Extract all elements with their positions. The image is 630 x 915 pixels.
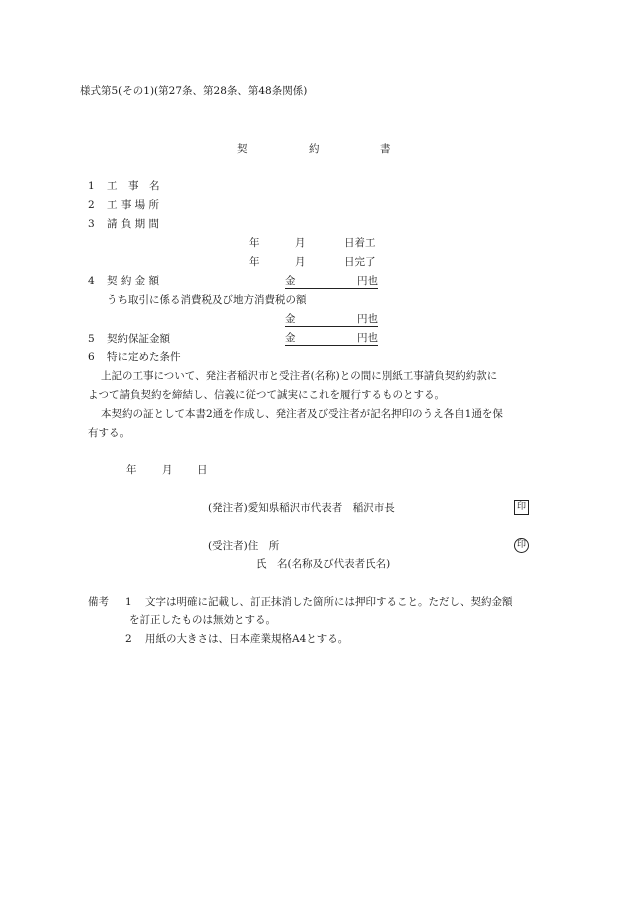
item-3-number: 3 [88,218,95,230]
contract-amount-kin: 金 [285,275,296,287]
item-1-label: 工 事 名 [107,180,160,192]
orderer-seal: 印 [514,500,529,515]
period-start-year: 年 [249,237,260,249]
date-day: 日 [197,464,208,476]
note-1-number: 1 [125,596,132,608]
contractor-address-label: (受注者)住 所 [208,540,280,552]
item-3-label: 請 負 期 間 [107,218,160,230]
item-6-number: 6 [88,351,95,363]
item-1-number: 1 [88,180,95,192]
period-end-month: 月 [295,256,306,268]
item-5-label: 契約保証金額 [107,333,170,345]
period-start-month: 月 [295,237,306,249]
notes-heading: 備考 [88,596,109,608]
note-1-line1: 文字は明確に記載し、訂正抹消した箇所には押印すること。ただし、契約金額 [145,596,513,608]
title-char-2: 約 [309,143,320,155]
contractor-seal: 印 [514,538,529,553]
note-1-line2: を訂正したものは無効とする。 [129,614,276,626]
tax-amount-yen: 円也 [357,313,378,325]
title-char-1: 契 [237,143,248,155]
body-para1-line2: よつて請負契約を締結し、信義に従つて誠実にこれを履行するものとする。 [88,389,445,401]
form-header: 様式第5(その1)(第27条、第28条、第48条関係) [80,85,308,97]
note-2-number: 2 [125,633,132,645]
guarantee-amount-kin: 金 [285,332,296,344]
note-2-line1: 用紙の大きさは、日本産業規格A4とする。 [145,633,349,645]
tax-amount-line [285,313,378,327]
date-year: 年 [126,464,137,476]
period-start-day: 日着工 [344,237,376,249]
tax-label: うち取引に係る消費税及び地方消費税の額 [107,294,307,306]
contract-amount-line [285,275,378,289]
item-4-label: 契 約 金 額 [107,275,160,287]
date-month: 月 [162,464,173,476]
item-5-number: 5 [88,333,95,345]
body-para2-line1: 本契約の証として本書2通を作成し、発注者及び受注者が記名押印のうえ各自1通を保 [101,408,503,420]
item-4-number: 4 [88,275,95,287]
tax-amount-kin: 金 [285,313,296,325]
title-char-3: 書 [380,143,391,155]
contract-amount-yen: 円也 [357,275,378,287]
item-2-label: 工 事 場 所 [107,199,160,211]
item-6-label: 特に定めた条件 [107,351,181,363]
orderer-label: (発注者)愛知県稲沢市代表者 稲沢市長 [208,502,395,514]
guarantee-amount-line [285,332,378,346]
item-2-number: 2 [88,199,95,211]
body-para1-line1: 上記の工事について、発注者稲沢市と受注者(名称)との間に別紙工事請負契約約款に [101,370,498,382]
contractor-name-label: 氏 名(名称及び代表者氏名) [256,558,391,570]
period-end-day: 日完了 [344,256,376,268]
period-end-year: 年 [249,256,260,268]
body-para2-line2: 有する。 [88,427,130,439]
guarantee-amount-yen: 円也 [357,332,378,344]
